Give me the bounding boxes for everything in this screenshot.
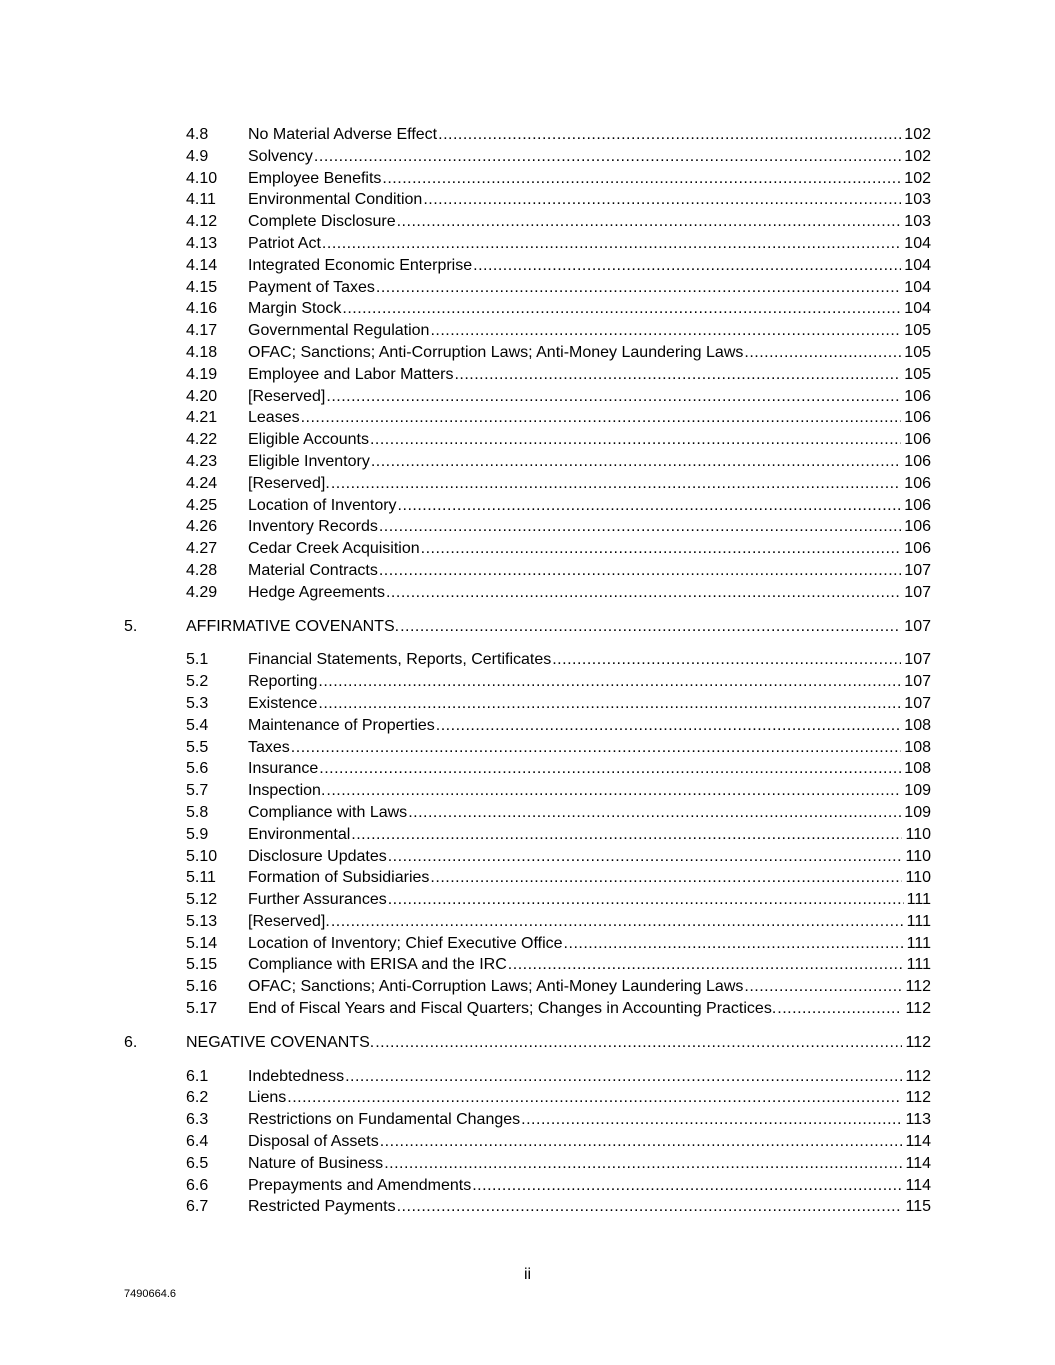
toc-entry-line xyxy=(248,560,931,582)
toc-entry-page: 103 xyxy=(904,213,931,231)
toc-entry[interactable] xyxy=(0,1153,1055,1175)
toc-entry[interactable] xyxy=(0,233,1055,255)
toc-entry-title: Solvency xyxy=(248,147,313,165)
toc-entry[interactable] xyxy=(0,954,1055,976)
toc-entry[interactable] xyxy=(0,451,1055,473)
toc-entry-page: 106 xyxy=(904,540,931,558)
toc-entry-number: 5.4 xyxy=(186,716,209,734)
toc-entry-page: 113 xyxy=(905,1111,931,1129)
toc-entry-page: 104 xyxy=(904,256,931,274)
toc-entry-title: Restricted Payments xyxy=(248,1198,396,1216)
document-id: 7490664.6 xyxy=(124,1288,176,1300)
toc-entry-title: Compliance with ERISA and the IRC xyxy=(248,956,507,974)
toc-entry-title: NEGATIVE COVENANTS. xyxy=(186,1033,375,1051)
toc-entry-line xyxy=(248,933,931,955)
dot-leader xyxy=(326,780,901,802)
toc-entry-number: 5.16 xyxy=(186,978,218,996)
toc-entry-title: Leases xyxy=(248,409,300,427)
toc-entry[interactable] xyxy=(0,473,1055,495)
toc-entry-title: Financial Statements, Reports, Certificates xyxy=(248,651,552,669)
dot-leader xyxy=(318,693,901,715)
toc-entry[interactable] xyxy=(0,649,1055,671)
toc-entry-number: 5.7 xyxy=(186,782,209,800)
toc-entry[interactable] xyxy=(0,320,1055,342)
toc-entry-number: 6.1 xyxy=(186,1067,209,1085)
toc-entry-title: Formation of Subsidiaries xyxy=(248,869,430,887)
toc-entry-page: 112 xyxy=(905,1000,931,1018)
toc-entry[interactable] xyxy=(0,976,1055,998)
toc-entry[interactable] xyxy=(0,277,1055,299)
toc-entry-page: 108 xyxy=(904,760,931,778)
toc-entry-number: 4.10 xyxy=(186,169,218,187)
table-of-contents xyxy=(0,124,1055,1218)
toc-entry-title: Disposal of Assets xyxy=(248,1133,379,1151)
dot-leader xyxy=(370,429,901,451)
toc-entry[interactable] xyxy=(0,911,1055,933)
toc-entry[interactable] xyxy=(0,516,1055,538)
toc-entry[interactable] xyxy=(0,1087,1055,1109)
dot-leader xyxy=(345,1066,902,1088)
toc-entry-line xyxy=(248,1109,931,1131)
toc-entry-line xyxy=(248,473,931,495)
toc-entry-title: End of Fiscal Years and Fiscal Quarters; Changes in Accounting Practices. xyxy=(248,1000,777,1018)
toc-entry-line xyxy=(248,277,931,299)
toc-entry-number: 4.9 xyxy=(186,147,209,165)
toc-entry[interactable] xyxy=(0,1196,1055,1218)
toc-entry-title: Indebtedness xyxy=(248,1067,345,1085)
dot-leader xyxy=(744,342,901,364)
toc-entry-page: 109 xyxy=(904,782,931,800)
dot-leader xyxy=(777,998,902,1020)
toc-entry-line xyxy=(248,1087,931,1109)
toc-entry-title: Compliance with Laws xyxy=(248,803,408,821)
toc-entry-page: 105 xyxy=(904,343,931,361)
toc-entry[interactable] xyxy=(0,1175,1055,1197)
dot-leader xyxy=(397,211,902,233)
page-number: ii xyxy=(523,1266,532,1283)
toc-entry-page: 114 xyxy=(905,1133,931,1151)
toc-entry-title: [Reserved] xyxy=(248,387,326,405)
toc-entry-page: 110 xyxy=(905,825,931,843)
toc-entry-page: 114 xyxy=(905,1176,931,1194)
dot-leader xyxy=(379,560,901,582)
dot-leader xyxy=(552,649,901,671)
toc-entry[interactable] xyxy=(0,715,1055,737)
toc-entry[interactable] xyxy=(0,867,1055,889)
dot-leader xyxy=(508,954,904,976)
dot-leader xyxy=(436,715,902,737)
toc-entry-number: 5.13 xyxy=(186,912,218,930)
toc-entry-title: Eligible Inventory xyxy=(248,452,370,470)
toc-entry-number: 5.14 xyxy=(186,934,218,952)
dot-leader xyxy=(423,189,901,211)
toc-entry-number: 4.13 xyxy=(186,234,218,252)
toc-entry-number: 4.20 xyxy=(186,387,218,405)
toc-entry[interactable] xyxy=(0,386,1055,408)
toc-entry-line xyxy=(248,780,931,802)
toc-entry-line xyxy=(248,211,931,233)
toc-entry[interactable] xyxy=(0,342,1055,364)
toc-entry-line xyxy=(248,255,931,277)
dot-leader xyxy=(326,386,901,408)
toc-entry-line xyxy=(248,168,931,190)
toc-entry[interactable] xyxy=(0,998,1055,1020)
toc-entry-page: 103 xyxy=(904,191,931,209)
toc-entry[interactable] xyxy=(0,495,1055,517)
toc-entry-line xyxy=(248,451,931,473)
dot-leader xyxy=(744,976,902,998)
toc-entry-line xyxy=(248,911,931,933)
toc-entry-number: 4.21 xyxy=(186,409,218,427)
toc-entry-number: 5.15 xyxy=(186,956,218,974)
toc-entry-number: 6.5 xyxy=(186,1154,209,1172)
toc-entry-page: 110 xyxy=(905,847,931,865)
toc-entry-page: 105 xyxy=(904,322,931,340)
toc-entry-page: 112 xyxy=(905,978,931,996)
toc-entry[interactable] xyxy=(0,364,1055,386)
toc-entry-number: 5.3 xyxy=(186,694,209,712)
toc-entry-page: 106 xyxy=(904,496,931,514)
dot-leader xyxy=(400,616,901,638)
toc-entry-title: OFAC; Sanctions; Anti-Corruption Laws; Anti-Money Laundering Laws xyxy=(248,343,744,361)
toc-entry-page: 106 xyxy=(904,452,931,470)
toc-entry[interactable] xyxy=(0,407,1055,429)
toc-entry-line xyxy=(186,1032,931,1054)
toc-entry-title: Reporting xyxy=(248,673,318,691)
toc-entry-line xyxy=(248,342,931,364)
toc-entry-page: 111 xyxy=(906,891,931,909)
toc-entry[interactable] xyxy=(0,124,1055,146)
toc-entry-number: 5.12 xyxy=(186,891,218,909)
toc-entry-title: Environmental xyxy=(248,825,351,843)
toc-entry-line xyxy=(248,693,931,715)
toc-entry-page: 104 xyxy=(904,300,931,318)
toc-entry-line xyxy=(248,846,931,868)
toc-entry-number: 4.23 xyxy=(186,452,218,470)
dot-leader xyxy=(521,1109,902,1131)
toc-entry-number: 5.2 xyxy=(186,673,209,691)
toc-entry-line xyxy=(248,364,931,386)
toc-entry-line xyxy=(248,976,931,998)
toc-entry[interactable] xyxy=(0,189,1055,211)
dot-leader xyxy=(371,451,901,473)
toc-entry-title: Margin Stock xyxy=(248,300,342,318)
toc-entry-line xyxy=(248,233,931,255)
toc-entry-title: Material Contracts xyxy=(248,561,378,579)
toc-entry-number: 4.11 xyxy=(186,191,216,209)
toc-entry-title: Employee Benefits xyxy=(248,169,382,187)
toc-entry[interactable] xyxy=(0,538,1055,560)
dot-leader xyxy=(342,298,901,320)
dot-leader xyxy=(430,867,902,889)
dot-leader xyxy=(564,933,904,955)
toc-entry-title: AFFIRMATIVE COVENANTS. xyxy=(186,617,400,635)
toc-entry-number: 4.19 xyxy=(186,365,218,383)
toc-entry-page: 107 xyxy=(904,583,931,601)
toc-entry-number: 4.22 xyxy=(186,431,218,449)
toc-entry[interactable] xyxy=(0,146,1055,168)
toc-entry-number: 6.4 xyxy=(186,1133,209,1151)
toc-entry[interactable] xyxy=(0,429,1055,451)
toc-entry-title: Insurance xyxy=(248,760,319,778)
toc-entry[interactable] xyxy=(0,211,1055,233)
toc-entry-line xyxy=(248,1196,931,1218)
toc-entry-title: Further Assurances xyxy=(248,891,387,909)
toc-entry-page: 106 xyxy=(904,431,931,449)
dot-leader xyxy=(380,1131,903,1153)
toc-entry-title: Existence xyxy=(248,694,318,712)
toc-entry-line xyxy=(248,1131,931,1153)
toc-entry-number: 4.18 xyxy=(186,343,218,361)
toc-entry-title: [Reserved]. xyxy=(248,912,330,930)
toc-entry-title: Payment of Taxes xyxy=(248,278,375,296)
dot-leader xyxy=(408,802,901,824)
toc-section-heading[interactable] xyxy=(0,1032,1055,1054)
toc-entry-page: 108 xyxy=(904,716,931,734)
toc-entry[interactable] xyxy=(0,758,1055,780)
toc-entry-page: 107 xyxy=(904,694,931,712)
dot-leader xyxy=(287,1087,902,1109)
toc-entry-number: 5.9 xyxy=(186,825,209,843)
toc-entry-line xyxy=(248,1153,931,1175)
toc-entry-page: 115 xyxy=(905,1198,931,1216)
toc-entry[interactable] xyxy=(0,889,1055,911)
toc-entry-page: 112 xyxy=(905,1033,931,1051)
dot-leader xyxy=(331,911,904,933)
toc-entry-page: 107 xyxy=(904,651,931,669)
toc-entry-page: 102 xyxy=(904,169,931,187)
toc-entry-number: 5. xyxy=(124,617,138,635)
toc-entry-title: Location of Inventory; Chief Executive Office xyxy=(248,934,563,952)
toc-entry-page: 111 xyxy=(906,956,931,974)
dot-leader xyxy=(388,889,904,911)
toc-entry-title: Environmental Condition xyxy=(248,191,423,209)
toc-entry-line xyxy=(248,124,931,146)
toc-entry-number: 5.5 xyxy=(186,738,209,756)
toc-entry-number: 4.29 xyxy=(186,583,218,601)
toc-entry-title: Hedge Agreements xyxy=(248,583,385,601)
toc-entry-line xyxy=(248,429,931,451)
dot-leader xyxy=(454,364,901,386)
toc-entry-page: 105 xyxy=(904,365,931,383)
toc-entry[interactable] xyxy=(0,780,1055,802)
toc-entry-line xyxy=(248,146,931,168)
toc-entry-page: 104 xyxy=(904,278,931,296)
toc-entry-page: 106 xyxy=(904,409,931,427)
toc-entry-title: Taxes xyxy=(248,738,290,756)
dot-leader xyxy=(473,255,901,277)
dot-leader xyxy=(397,1196,903,1218)
toc-entry-line xyxy=(248,298,931,320)
dot-leader xyxy=(318,671,901,693)
toc-entry-title: Integrated Economic Enterprise xyxy=(248,256,473,274)
dot-leader xyxy=(314,146,901,168)
toc-entry[interactable] xyxy=(0,846,1055,868)
dot-leader xyxy=(438,124,901,146)
toc-entry[interactable] xyxy=(0,582,1055,604)
toc-entry-title: Disclosure Updates xyxy=(248,847,387,865)
toc-entry-number: 5.11 xyxy=(186,869,216,887)
toc-entry[interactable] xyxy=(0,737,1055,759)
toc-entry-line xyxy=(248,867,931,889)
dot-leader xyxy=(322,233,901,255)
toc-entry-line xyxy=(248,998,931,1020)
dot-leader xyxy=(301,407,902,429)
toc-entry-line xyxy=(248,954,931,976)
toc-entry-number: 4.12 xyxy=(186,213,218,231)
toc-entry-number: 5.10 xyxy=(186,847,218,865)
toc-entry-title: Restrictions on Fundamental Changes xyxy=(248,1111,521,1129)
toc-entry-title: Patriot Act xyxy=(248,234,321,252)
dot-leader xyxy=(421,538,902,560)
toc-entry[interactable] xyxy=(0,933,1055,955)
dot-leader xyxy=(319,758,901,780)
toc-entry-title: Cedar Creek Acquisition xyxy=(248,540,420,558)
toc-entry-page: 107 xyxy=(904,617,931,635)
toc-entry[interactable] xyxy=(0,560,1055,582)
toc-entry[interactable] xyxy=(0,1109,1055,1131)
toc-entry[interactable] xyxy=(0,255,1055,277)
toc-entry[interactable] xyxy=(0,802,1055,824)
toc-entry-line xyxy=(248,538,931,560)
toc-entry-number: 6.7 xyxy=(186,1198,209,1216)
toc-entry[interactable] xyxy=(0,168,1055,190)
toc-entry-page: 102 xyxy=(904,147,931,165)
toc-entry-page: 106 xyxy=(904,518,931,536)
toc-entry-page: 109 xyxy=(904,803,931,821)
toc-entry-line xyxy=(248,1175,931,1197)
toc-entry-page: 102 xyxy=(904,126,931,143)
toc-entry-number: 4.16 xyxy=(186,300,218,318)
toc-entry-line xyxy=(248,671,931,693)
toc-entry-number: 4.28 xyxy=(186,561,218,579)
toc-entry-title: Governmental Regulation xyxy=(248,322,430,340)
toc-entry-number: 5.6 xyxy=(186,760,209,778)
toc-entry-page: 114 xyxy=(905,1154,931,1172)
toc-entry-page: 111 xyxy=(906,912,931,930)
toc-entry[interactable] xyxy=(0,824,1055,846)
toc-entry-number: 5.1 xyxy=(186,651,209,669)
toc-entry-title: Prepayments and Amendments xyxy=(248,1176,472,1194)
toc-entry-page: 106 xyxy=(904,474,931,492)
toc-entry-line xyxy=(248,649,931,671)
toc-entry-page: 106 xyxy=(904,387,931,405)
toc-entry-number: 4.15 xyxy=(186,278,218,296)
toc-entry-title: [Reserved]. xyxy=(248,474,330,492)
toc-entry-line xyxy=(248,386,931,408)
dot-leader xyxy=(351,824,902,846)
dot-leader xyxy=(398,495,902,517)
toc-entry[interactable] xyxy=(0,671,1055,693)
toc-entry-title: Inventory Records xyxy=(248,518,378,536)
toc-entry-line xyxy=(248,495,931,517)
toc-entry-line xyxy=(248,737,931,759)
toc-entry-line xyxy=(248,889,931,911)
toc-entry-number: 4.26 xyxy=(186,518,218,536)
toc-entry-number: 6.2 xyxy=(186,1089,209,1107)
toc-entry-number: 5.8 xyxy=(186,803,209,821)
toc-entry-number: 4.24 xyxy=(186,474,218,492)
toc-entry-title: OFAC; Sanctions; Anti-Corruption Laws; Anti-Money Laundering Laws xyxy=(248,978,744,996)
dot-leader xyxy=(376,277,901,299)
dot-leader xyxy=(375,1032,902,1054)
dot-leader xyxy=(386,582,901,604)
toc-entry-title: Location of Inventory xyxy=(248,496,397,514)
toc-entry[interactable] xyxy=(0,693,1055,715)
toc-entry-line xyxy=(248,189,931,211)
dot-leader xyxy=(291,737,902,759)
toc-entry-number: 4.14 xyxy=(186,256,218,274)
dot-leader xyxy=(382,168,901,190)
dot-leader xyxy=(388,846,903,868)
toc-entry-line xyxy=(248,516,931,538)
toc-entry-number: 6.3 xyxy=(186,1111,209,1129)
toc-entry-page: 112 xyxy=(905,1067,931,1085)
dot-leader xyxy=(430,320,901,342)
toc-entry-number: 5.17 xyxy=(186,1000,218,1018)
toc-entry-line xyxy=(248,824,931,846)
toc-entry-number: 4.8 xyxy=(186,126,209,143)
toc-entry-number: 4.17 xyxy=(186,322,218,340)
toc-entry-number: 6. xyxy=(124,1033,138,1051)
toc-entry-line xyxy=(248,407,931,429)
toc-entry-title: Complete Disclosure xyxy=(248,213,396,231)
toc-entry-number: 4.25 xyxy=(186,496,218,514)
toc-entry-number: 4.27 xyxy=(186,540,218,558)
toc-entry-number: 6.6 xyxy=(186,1176,209,1194)
toc-entry-page: 112 xyxy=(905,1089,931,1107)
toc-entry-line xyxy=(248,758,931,780)
toc-entry[interactable] xyxy=(0,1066,1055,1088)
dot-leader xyxy=(379,516,901,538)
toc-entry-line xyxy=(248,582,931,604)
dot-leader xyxy=(331,473,901,495)
toc-entry-page: 110 xyxy=(905,869,931,887)
toc-entry-title: Inspection. xyxy=(248,782,326,800)
toc-entry-line xyxy=(248,715,931,737)
toc-entry-page: 107 xyxy=(904,673,931,691)
toc-entry-title: Nature of Business xyxy=(248,1154,384,1172)
toc-entry-page: 107 xyxy=(904,561,931,579)
toc-entry-line xyxy=(186,616,931,638)
toc-entry-line xyxy=(248,802,931,824)
toc-entry-title: Eligible Accounts xyxy=(248,431,369,449)
toc-entry-page: 108 xyxy=(904,738,931,756)
toc-entry-title: Maintenance of Properties xyxy=(248,716,435,734)
dot-leader xyxy=(472,1175,902,1197)
toc-entry[interactable] xyxy=(0,1131,1055,1153)
toc-entry-title: Liens xyxy=(248,1089,287,1107)
toc-entry-line xyxy=(248,1066,931,1088)
toc-entry-title: No Material Adverse Effect xyxy=(248,126,438,143)
toc-entry-title: Employee and Labor Matters xyxy=(248,365,454,383)
toc-entry-page: 111 xyxy=(906,934,931,952)
dot-leader xyxy=(384,1153,902,1175)
toc-entry-page: 104 xyxy=(904,234,931,252)
toc-entry-line xyxy=(248,320,931,342)
toc-entry[interactable] xyxy=(0,298,1055,320)
toc-section-heading[interactable] xyxy=(0,616,1055,638)
